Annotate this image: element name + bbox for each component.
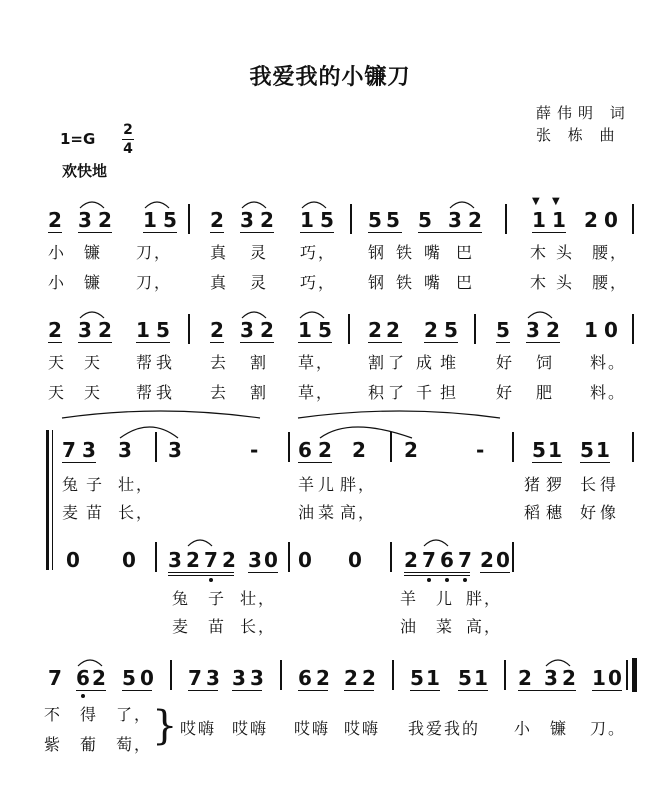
lyric: 铁 (396, 243, 415, 262)
slur (188, 540, 212, 546)
refrain-lyric: 刀。 (590, 719, 627, 738)
lyric: 担 (440, 383, 459, 402)
tie (320, 427, 412, 438)
lyric: 穗 (546, 503, 565, 522)
lyric: 真 (210, 243, 229, 262)
lyric: 子 (208, 589, 227, 608)
lyric: 镰 (84, 243, 103, 262)
note: 1 (532, 208, 546, 232)
lyric: 长 (580, 475, 599, 494)
lyric: 葡 (80, 735, 99, 754)
note: 3 (118, 438, 132, 462)
slur (78, 660, 102, 666)
lyric: 天 (84, 383, 103, 402)
lyric: 得 (80, 705, 99, 724)
note: 2 (98, 318, 112, 342)
note: 2 (260, 208, 274, 232)
lyric: 木 (530, 243, 549, 262)
note: 2 (546, 318, 560, 342)
lyric: 高， (340, 503, 377, 522)
note: 2 (186, 548, 200, 572)
lyric: 腰， (592, 243, 629, 262)
lyric: 不 (44, 705, 63, 724)
note: 2 (368, 318, 382, 342)
note: 7 (458, 548, 472, 572)
note: 2 (424, 318, 438, 342)
note: 7 (422, 548, 436, 572)
note: 5 (122, 666, 136, 690)
refrain-lyric: 小 (514, 719, 533, 738)
note: 5 (386, 208, 400, 232)
refrain-lyric: 镰 (550, 719, 569, 738)
lyric: 割 (250, 353, 269, 372)
song-title: 我爱我的小镰刀 (249, 65, 411, 90)
lyric: 灵 (250, 243, 269, 262)
note: 1 (474, 666, 488, 690)
lyric: 菜 (436, 617, 455, 636)
note: 2 (480, 548, 494, 572)
slur (546, 660, 570, 666)
lyric: 去 (210, 383, 229, 402)
note: 2 (584, 208, 598, 232)
note: 5 (444, 318, 458, 342)
tempo-marking: 欢快地 (62, 162, 108, 180)
lyric: 像 (600, 503, 619, 522)
note: 3 (168, 438, 182, 462)
note: 2 (48, 208, 62, 232)
note: 2 (98, 208, 112, 232)
lyric: 巴 (456, 243, 475, 262)
slur (145, 202, 169, 208)
note: 3 (240, 318, 254, 342)
lyric: 割 (368, 353, 387, 372)
note: 2 (344, 666, 358, 690)
note: 1 (548, 438, 562, 462)
slur (450, 202, 474, 208)
note: 2 (404, 548, 418, 572)
lyric: 头 (556, 273, 575, 292)
note: 6 (298, 666, 312, 690)
note: 0 (348, 548, 362, 572)
note: 1 (552, 208, 566, 232)
lyric: 羊 (400, 589, 419, 608)
lyric: 饲 (536, 353, 555, 372)
note: 1 (298, 318, 312, 342)
note: 7 (48, 666, 62, 690)
lyric: 胖， (340, 475, 377, 494)
time-signature-denominator: 4 (123, 141, 133, 157)
lyric: 天 (48, 353, 67, 372)
lyric: 刀， (136, 273, 173, 292)
note: 3 (240, 208, 254, 232)
slur (302, 202, 326, 208)
slur (528, 312, 552, 318)
lyric: 壮， (118, 475, 155, 494)
note: 5 (163, 208, 177, 232)
lyric: 草， (298, 383, 335, 402)
lyric: 钢 (368, 273, 387, 292)
lyric: 草， (298, 353, 335, 372)
lyric: 真 (210, 273, 229, 292)
note: 3 (78, 208, 92, 232)
phrase-line (62, 411, 260, 418)
note: 0 (66, 548, 80, 572)
note: 1 (596, 438, 610, 462)
time-signature-numerator: 2 (123, 122, 133, 138)
note: 0 (496, 548, 510, 572)
note: 5 (368, 208, 382, 232)
lyric: 好 (580, 503, 599, 522)
note: 3 (168, 548, 182, 572)
lyric: 稻 (524, 503, 543, 522)
lyric: 胖， (466, 589, 503, 608)
lyric: 菜 (318, 503, 337, 522)
note: 1 (143, 208, 157, 232)
lyric: 儿 (318, 475, 337, 494)
note: 2 (260, 318, 274, 342)
note: 5 (496, 318, 510, 342)
lyric: 料。 (590, 353, 627, 372)
note: 2 (222, 548, 236, 572)
note: - (476, 438, 485, 462)
lyric: 积 (368, 383, 387, 402)
lyric: 油 (298, 503, 317, 522)
note: 5 (156, 318, 170, 342)
note: 5 (320, 208, 334, 232)
lyric: 紫 (44, 735, 63, 754)
lyric: 巧， (300, 273, 337, 292)
note: 6 (440, 548, 454, 572)
note: 5 (532, 438, 546, 462)
lyric: 壮， (240, 589, 277, 608)
note: 2 (562, 666, 576, 690)
lyric: 了 (388, 383, 407, 402)
lyric: 了 (388, 353, 407, 372)
lyric: 麦 (172, 617, 191, 636)
note: 6 (298, 438, 312, 462)
lyric: 铁 (396, 273, 415, 292)
lyric: 我 (156, 383, 175, 402)
lyric: 兔 (62, 475, 81, 494)
key-signature: 1=G (60, 130, 96, 148)
note: 2 (48, 318, 62, 342)
note: 0 (140, 666, 154, 690)
slur (80, 312, 104, 318)
slur (300, 312, 324, 318)
note: 2 (518, 666, 532, 690)
note: 2 (318, 438, 332, 462)
lyric: 麦 (62, 503, 81, 522)
note: 3 (544, 666, 558, 690)
lyric: 灵 (250, 273, 269, 292)
lyric: 我 (156, 353, 175, 372)
note: 0 (608, 666, 622, 690)
lyric: 镰 (84, 273, 103, 292)
note: 3 (250, 666, 264, 690)
note: 3 (526, 318, 540, 342)
lyric: 巧， (300, 243, 337, 262)
refrain-lyric: 哎嗨 (232, 719, 269, 738)
lyric: 巴 (456, 273, 475, 292)
note: 6 (76, 666, 90, 690)
lyric: 好 (496, 353, 515, 372)
lyric: 高， (466, 617, 503, 636)
note: 0 (264, 548, 278, 572)
lyric: 油 (400, 617, 419, 636)
note: 3 (248, 548, 262, 572)
lyric: 钢 (368, 243, 387, 262)
note: 0 (298, 548, 312, 572)
note: - (250, 438, 259, 462)
lyric: 羊 (298, 475, 317, 494)
note: 2 (210, 318, 224, 342)
note: 2 (404, 438, 418, 462)
refrain-lyric: 哎嗨 (180, 719, 217, 738)
lyric: 得 (600, 475, 619, 494)
refrain-lyric: 我爱我的 (408, 719, 481, 738)
lyric: 天 (48, 383, 67, 402)
lyric: 猪 (524, 475, 543, 494)
note: 0 (122, 548, 136, 572)
note: 1 (426, 666, 440, 690)
slur (424, 540, 448, 546)
accent-mark: ▼ (552, 196, 560, 207)
note: 3 (206, 666, 220, 690)
lyric: 小 (48, 243, 67, 262)
note: 3 (448, 208, 462, 232)
lyric: 了， (116, 705, 153, 724)
note: 2 (210, 208, 224, 232)
lyric: 木 (530, 273, 549, 292)
note: 1 (300, 208, 314, 232)
note: 7 (188, 666, 202, 690)
note: 0 (604, 208, 618, 232)
lyric: 苗 (86, 503, 105, 522)
note: 5 (580, 438, 594, 462)
refrain-lyric: 哎嗨 (344, 719, 381, 738)
composer-credit: 张 栋 曲 (536, 126, 621, 144)
note: 7 (62, 438, 76, 462)
lyric: 长， (118, 503, 155, 522)
lyric: 长， (240, 617, 277, 636)
note: 5 (318, 318, 332, 342)
accent-mark: ▼ (532, 196, 540, 207)
note: 2 (362, 666, 376, 690)
lyric: 兔 (172, 589, 191, 608)
lyric-brace: } (152, 703, 178, 749)
note: 3 (78, 318, 92, 342)
note: 5 (458, 666, 472, 690)
lyric: 堆 (440, 353, 459, 372)
slur (242, 202, 266, 208)
note: 1 (136, 318, 150, 342)
phrase-line (298, 411, 500, 418)
lyric: 天 (84, 353, 103, 372)
note: 2 (316, 666, 330, 690)
lyric: 头 (556, 243, 575, 262)
lyric: 儿 (436, 589, 455, 608)
lyricist-credit: 薛伟明 词 (536, 104, 631, 122)
lyric: 千 (416, 383, 435, 402)
slur (242, 312, 266, 318)
lyric: 割 (250, 383, 269, 402)
note: 1 (592, 666, 606, 690)
refrain-lyric: 哎嗨 (294, 719, 331, 738)
lyric: 子 (86, 475, 105, 494)
lyric: 猡 (546, 475, 565, 494)
note: 2 (386, 318, 400, 342)
note: 2 (92, 666, 106, 690)
lyric: 萄， (116, 735, 153, 754)
note: 1 (584, 318, 598, 342)
note: 3 (82, 438, 96, 462)
note: 7 (204, 548, 218, 572)
note: 5 (418, 208, 432, 232)
lyric: 刀， (136, 243, 173, 262)
lyric: 帮 (136, 383, 155, 402)
lyric: 好 (496, 383, 515, 402)
lyric: 肥 (536, 383, 555, 402)
lyric: 成 (416, 353, 435, 372)
note: 5 (410, 666, 424, 690)
lyric: 嘴 (424, 243, 443, 262)
lyric: 苗 (208, 617, 227, 636)
lyric: 嘴 (424, 273, 443, 292)
slur (80, 202, 104, 208)
tie (120, 427, 178, 438)
note: 2 (352, 438, 366, 462)
lyric: 小 (48, 273, 67, 292)
note: 0 (604, 318, 618, 342)
lyric: 去 (210, 353, 229, 372)
lyric: 腰， (592, 273, 629, 292)
note: 3 (232, 666, 246, 690)
lyric: 料。 (590, 383, 627, 402)
lyric: 帮 (136, 353, 155, 372)
note: 2 (468, 208, 482, 232)
